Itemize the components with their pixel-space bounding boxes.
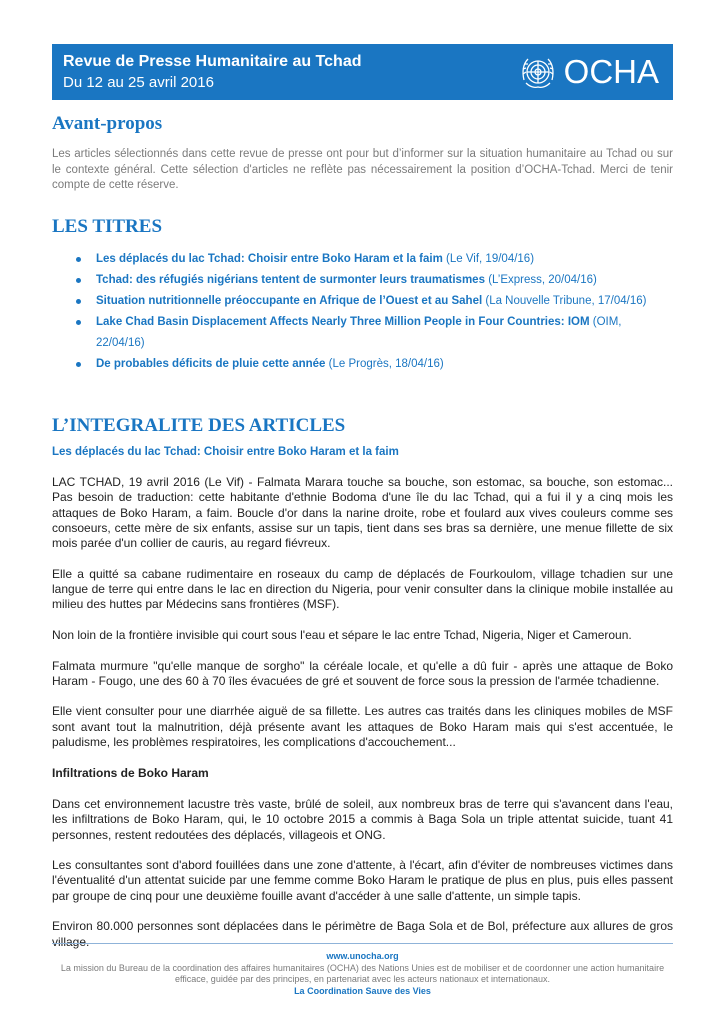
un-emblem-icon bbox=[518, 52, 558, 92]
foreword-heading: Avant-propos bbox=[52, 113, 163, 134]
headline-source: (Le Vif, 19/04/16) bbox=[446, 253, 535, 265]
headline-item[interactable] bbox=[52, 249, 673, 270]
header-banner bbox=[52, 44, 673, 100]
articles-heading: L’INTEGRALITE DES ARTICLES bbox=[52, 415, 346, 436]
article-paragraph: Dans cet environnement lacustre très vaste, brûlé de soleil, aux nombreux bras de terre qui s'avancent dans l'eau, les infiltrations de Boko Haram, qui, le 10 octobre 2015 a commis à Baga Sola un triple attentat suicide, tuant 41 personnes, restent redoutées des déplacés, villageois et ONG. bbox=[52, 796, 673, 842]
headline-item[interactable] bbox=[52, 312, 673, 354]
article-body bbox=[52, 475, 673, 965]
headline-title[interactable]: Tchad: des réfugiés nigérians tentent de surmonter leurs traumatismes bbox=[96, 274, 485, 286]
headline-title[interactable]: Lake Chad Basin Displacement Affects Nearly Three Million People in Four Countries: IOM bbox=[96, 316, 590, 328]
article-subheading: Infiltrations de Boko Haram bbox=[52, 765, 209, 780]
page-subtitle: Du 12 au 25 avril 2016 bbox=[63, 74, 214, 91]
article-paragraph: Les consultantes sont d'abord fouillées dans une zone d'attente, à l'écart, afin d'éviter de nombreuses victimes dans l'éventualité d'un attentat suicide par une femme comme Boko Haram le pratique de plus en plus, puis elles passent par groupe de cinq pour une deuxième fouille avant d'accéder à une salle d'attente, un simple tapis. bbox=[52, 858, 673, 903]
headline-item[interactable] bbox=[52, 270, 673, 291]
article-paragraph: Non loin de la frontière invisible qui court sous l'eau et sépare le lac entre Tchad, Nigeria, Niger et Cameroun. bbox=[52, 627, 632, 642]
headline-source: (L’Express, 20/04/16) bbox=[488, 274, 597, 286]
article-paragraph: Elle vient consulter pour une diarrhée aiguë de sa fillette. Les autres cas traités dans les cliniques mobiles de MSF sont avant tout la malnutrition, déjà présente avant les attaques de Boko Haram mais qui s'est accentuée, le paludisme, les problèmes respiratoires, les complications d'accouchement... bbox=[52, 704, 673, 750]
headline-item[interactable] bbox=[52, 291, 673, 312]
page-title: Revue de Presse Humanitaire au Tchad bbox=[63, 53, 362, 70]
footer-mission: La mission du Bureau de la coordination des affaires humanitaires (OCHA) des Nations Unies est de mobiliser et de coordonner une action humanitaire efficace, guidée par des principes, en partenariat avec les acteurs nationaux et internationaux. bbox=[60, 962, 665, 984]
headline-source: (La Nouvelle Tribune, 17/04/16) bbox=[485, 295, 647, 307]
article-paragraph: Elle a quitté sa cabane rudimentaire en roseaux du camp de déplacés de Fourkoulom, village tchadien sur une langue de terre qui entre dans le lac en direction du Nigeria, pour venir consulter dans la clinique mobile installée au milieu des huttes par Médecins sans frontières (MSF). bbox=[52, 566, 673, 612]
headline-title[interactable]: Situation nutritionnelle préoccupante en Afrique de l’Ouest et au Sahel bbox=[96, 295, 483, 307]
footer-divider bbox=[52, 943, 673, 944]
foreword-text: Les articles sélectionnés dans cette revue de presse ont pour but d’informer sur la situation humanitaire au Tchad ou sur le contexte général. Cette sélection d'articles ne reflète pas nécessairement la position d’OCHA-Tchad. Merci de tenir compte de cette réserve. bbox=[52, 148, 673, 192]
ocha-logo bbox=[518, 50, 659, 94]
footer-url[interactable]: www.unocha.org bbox=[326, 951, 399, 961]
article-paragraph: LAC TCHAD, 19 avril 2016 (Le Vif) - Falmata Marara touche sa bouche, son estomac, sa bouche, son estomac... Pas besoin de traduction: cette habitante d'ethnie Bodoma d'une île du lac Tchad, qui a fui il y a cinq mois les attaques de Boko Haram, a faim. Boucle d'or dans la narine droite, robe et foulard aux vives couleurs comme ses consoeurs, cette mère de six enfants, assise sur un tapis, tient dans ses bras sa dernière, une menue fillette de six mois parée d'un collier de cauris, au regard fiévreux. bbox=[52, 475, 673, 551]
headline-title[interactable]: De probables déficits de pluie cette année bbox=[96, 358, 326, 370]
article-paragraph: Falmata murmure "qu'elle manque de sorgho" la céréale locale, et qu'elle a dû fuir - après une attaque de Boko Haram - Fougo, une des 60 à 70 îles évacuées de gré et souvent de force sous la pression de l'armée tchadienne. bbox=[52, 658, 673, 688]
logo-text: OCHA bbox=[563, 53, 659, 90]
headlines-heading: LES TITRES bbox=[52, 216, 163, 237]
headline-source: (OIM, 22/04/16) bbox=[96, 316, 622, 349]
article-title: Les déplacés du lac Tchad: Choisir entre Boko Haram et la faim bbox=[52, 446, 399, 458]
headline-item[interactable] bbox=[52, 354, 673, 375]
footer-motto: La Coordination Sauve des Vies bbox=[294, 985, 431, 996]
headlines-list bbox=[52, 249, 673, 375]
article-paragraph: Environ 80.000 personnes sont déplacées dans le périmètre de Baga Sola et de Bol, préfecture aux allures de gros village. bbox=[52, 919, 673, 949]
headline-source: (Le Progrès, 18/04/16) bbox=[328, 358, 444, 370]
headline-title[interactable]: Les déplacés du lac Tchad: Choisir entre Boko Haram et la faim bbox=[96, 253, 443, 265]
footer bbox=[52, 951, 673, 997]
